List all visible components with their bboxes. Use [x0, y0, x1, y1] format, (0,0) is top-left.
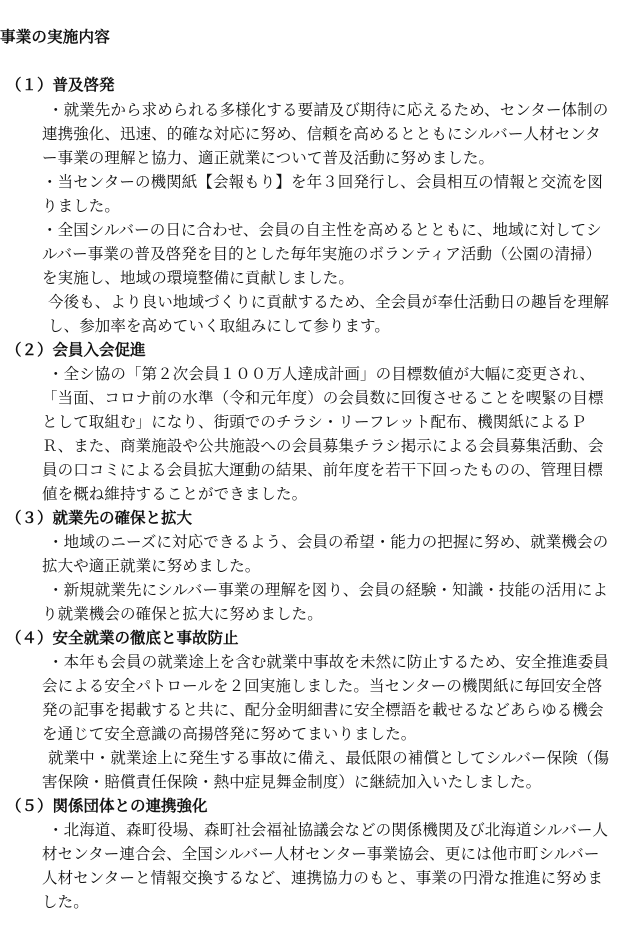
- paragraph-line: ・地域のニーズに対応できるよう、会員の希望・能力の把握に努め、就業機会の: [48, 533, 609, 551]
- paragraph-line: 連携強化、迅速、的確な対応に努め、信頼を高めるとともにシルバー人材センタ: [42, 125, 601, 143]
- paragraph-line: を通じて安全意識の高揚啓発に努めてまいりました。: [42, 725, 417, 743]
- section-heading: （２）会員入会促進: [6, 341, 146, 359]
- paragraph-line: ルバー事業の普及啓発を目的とした毎年実施のボランティア活動（公園の清掃）: [42, 245, 602, 263]
- paragraph-line: 就業中・就業途上に発生する事故に備え、最低限の補償としてシルバー保険（傷: [48, 749, 610, 767]
- paragraph-line: ・全国シルバーの日に合わせ、会員の自主性を高めるとともに、地域に対してシ: [42, 221, 602, 239]
- paragraph-line: 会による安全パトロールを２回実施しました。当センターの機関紙に毎回安全啓: [42, 677, 603, 695]
- paragraph-line: 発の記事を掲載すると共に、配分金明細書に安全標語を載せるなどあらゆる機会: [42, 701, 604, 719]
- section-heading: （５）関係団体との連携強化: [6, 797, 208, 815]
- paragraph-line: 材センター連合会、全国シルバー人材センター事業協会、更には他市町シルバー: [42, 845, 600, 863]
- section-heading: （４）安全就業の徹底と事故防止: [6, 629, 239, 647]
- paragraph-line: 員の口コミによる会員拡大運動の結果、前年度を若干下回ったものの、管理目標: [42, 461, 603, 479]
- paragraph-line: りました。: [42, 197, 121, 215]
- paragraph-line: 拡大や適正就業に努めました。: [42, 557, 261, 575]
- section-heading: （３）就業先の確保と拡大: [6, 509, 193, 527]
- paragraph-line: ・就業先から求められる多様化する要請及び期待に応えるため、センター体制の: [48, 101, 609, 119]
- paragraph-line: り就業機会の確保と拡大に努めました。: [42, 605, 323, 623]
- paragraph-line: ・全シ協の「第２次会員１００万人達成計画」の目標数値が大幅に変更され、: [48, 365, 595, 383]
- paragraph-line: ・当センターの機関紙【会報もり】を年３回発行し、会員相互の情報と交流を図: [42, 173, 603, 191]
- paragraph-line: ・新規就業先にシルバー事業の理解を図り、会員の経験・知識・技能の活用によ: [48, 581, 609, 599]
- paragraph-line: を実施し、地域の環境整備に貢献しました。: [42, 269, 355, 287]
- paragraph-line: Ｒ、また、商業施設や公共施設への会員募集チラシ掲示による会員募集活動、会: [42, 437, 604, 455]
- paragraph-line: ・本年も会員の就業途上を含む就業中事故を未然に防止するため、安全推進委員: [48, 653, 609, 671]
- paragraph-line: ー事業の理解と協力、適正就業について普及活動に努めました。: [42, 149, 495, 167]
- paragraph-line: 「当面、コロナ前の水準（令和元年度）の会員数に回復させることを喫緊の目標: [42, 389, 604, 407]
- paragraph-line: として取組む」になり、街頭でのチラシ・リーフレット配布、機関紙によるＰ: [42, 413, 587, 431]
- paragraph-line: 人材センターと情報交換するなど、連携協力のもと、事業の円滑な推進に努めま: [42, 869, 603, 887]
- paragraph-line: 今後も、より良い地域づくりに貢献するため、全会員が奉仕活動日の趣旨を理解: [48, 293, 609, 311]
- paragraph-line: ・北海道、森町役場、森町社会福祉協議会などの関係機関及び北海道シルバー人: [48, 821, 609, 839]
- paragraph-line: した。: [42, 893, 89, 911]
- document-title: 事業の実施内容: [0, 28, 110, 46]
- section-heading: （１）普及啓発: [6, 76, 115, 94]
- paragraph-line: し、参加率を高めていく取組みにして参ります。: [48, 317, 390, 335]
- paragraph-line: 害保険・賠償責任保険・熱中症見舞金制度）に継続加入いたしました。: [42, 773, 542, 791]
- paragraph-line: 値を概ね維持することができました。: [42, 485, 308, 503]
